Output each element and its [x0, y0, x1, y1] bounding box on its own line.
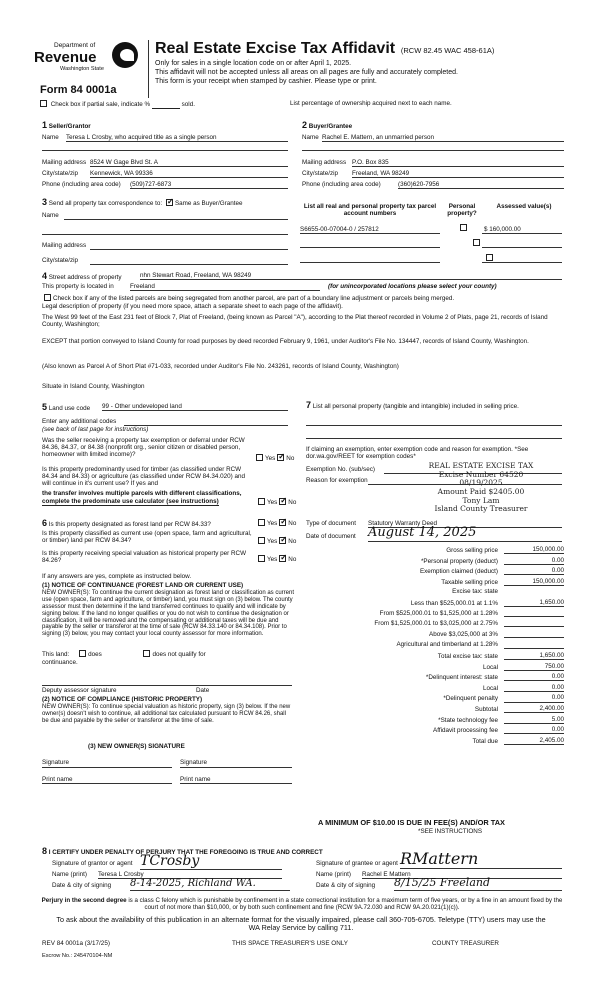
new-owner-sig2-line[interactable]	[180, 767, 292, 768]
grantee-name-label: Name (print)	[316, 871, 351, 878]
q-timber: Is this property predominantly used for timber (as classified under RCW 84.34 and 84.33) or agriculture (as classified under RCW 84.34.020) and will continue in it's current use? If yes and	[42, 466, 246, 488]
section3-heading: 3 Send all property tax correspondence to: ✓ Same as Buyer/Grantee	[42, 197, 243, 207]
calc-label: Above $3,025,000 at 3%	[429, 630, 498, 638]
treasurer-stamp	[396, 462, 566, 514]
legal-label: Legal description of property (if you need more space, attach a separate sheet to each page of the affidavit).	[42, 303, 343, 310]
calc-value[interactable]: 5.00	[504, 716, 564, 724]
seller-mail-label: Mailing address	[42, 159, 87, 166]
buyer-name[interactable]: Rachel E. Mattern, an unmarried person	[322, 134, 564, 142]
s6-does-not-checkbox[interactable]	[143, 650, 150, 657]
personal-property-line1[interactable]	[306, 425, 562, 426]
additional-codes-line[interactable]	[124, 425, 288, 426]
s6-q1-answer: Yes✓ No	[256, 519, 296, 527]
calc-value[interactable]	[504, 626, 564, 627]
calc-row	[300, 694, 564, 702]
buyer-heading: 2 Buyer/Grantee	[302, 120, 353, 130]
buyer-name-label: Name	[302, 134, 319, 141]
calc-row	[300, 620, 564, 627]
q-timber-yes[interactable]	[258, 498, 265, 505]
logo-emblem-inner	[120, 49, 134, 61]
ownership-note: List percentage of ownership acquired next to each name.	[290, 100, 452, 107]
partial-sale-sold: sold.	[181, 101, 195, 108]
calc-row	[300, 652, 564, 660]
stamp-line2: Excise Number 64520	[438, 469, 524, 479]
new-owner-sig1-label: Signature	[42, 759, 69, 766]
parcel-row-1-value[interactable]: $ 160,000.00	[482, 226, 562, 234]
seller-name-row: Name	[42, 134, 59, 141]
seller-city-label: City/state/zip	[42, 170, 79, 177]
rev-number: REV 84 0001a (3/17/25)	[42, 940, 110, 947]
additional-codes-label: Enter any additional codes	[42, 418, 117, 425]
calc-row	[300, 578, 564, 586]
s6-this-land-row: This land: does does not qualify for	[42, 651, 206, 658]
s6-q3: Is this property receiving special valuation as historical property per RCW 84.26?	[42, 550, 247, 565]
calc-row	[300, 673, 564, 681]
buyer-mail[interactable]: P.O. Box 835	[352, 159, 564, 167]
s6-n3-head: (3) NEW OWNER(S) SIGNATURE	[88, 743, 185, 750]
legal-desc-4: Situate in Island County, Washington	[42, 383, 145, 390]
q-timber-no[interactable]	[279, 498, 286, 505]
dept-line2: Revenue	[34, 49, 97, 66]
calc-row	[300, 599, 564, 607]
q-exemption-answer: Yes✓ No	[254, 454, 294, 462]
s6-q2-no[interactable]	[279, 537, 286, 544]
parcel-row-3-value[interactable]	[482, 262, 562, 263]
grantor-name[interactable]: Teresa L Crosby	[98, 871, 282, 879]
buyer-phone[interactable]: (360)620-7956	[398, 181, 564, 189]
perjury-notice: Perjury in the second degree is a class C felony which is punishable by confinement in a state correctional institution for a maximum term of five years, or by a fine in an amount fixed by the court of not more than $10,000, or by both such confinement and fine (RCW 9A.72.030 and RCW 9A.20.021(1)(c)).	[41, 897, 563, 912]
calc-value[interactable]: 750.00	[504, 663, 564, 671]
calc-label: Excise tax: state	[452, 588, 498, 596]
stamp-line3: 08/19/2025	[459, 478, 503, 488]
calc-value[interactable]: 150,000.00	[504, 578, 564, 586]
county-treasurer: COUNTY TREASURER	[432, 940, 499, 947]
calc-row	[300, 737, 564, 745]
calc-label: Less than $525,000.01 at 1.1%	[410, 600, 498, 607]
calc-row	[300, 726, 564, 734]
s6-q1-no[interactable]	[279, 519, 286, 526]
parcel-row-3-personal-checkbox[interactable]	[486, 254, 493, 261]
buyer-city-label: City/state/zip	[302, 170, 339, 177]
stamp-line5: Tony Lam	[462, 495, 500, 505]
parcels-header-value: Assessed value(s)	[496, 203, 552, 210]
certify-heading: 8 I CERTIFY UNDER PENALTY OF PERJURY THAT THE FOREGOING IS TRUE AND CORRECT	[42, 846, 323, 856]
parcel-row-2-personal-checkbox[interactable]	[473, 239, 480, 246]
segregated-checkbox[interactable]	[44, 294, 51, 301]
stamp-line4: Amount Paid $2405.00	[437, 486, 525, 496]
doc-type[interactable]: Statutory Warranty Deed	[368, 520, 562, 528]
header-divider	[148, 40, 149, 98]
buyer-mail-label: Mailing address	[302, 159, 347, 166]
new-owner-sig2-label: Signature	[180, 759, 207, 766]
buyer-phone-label: Phone (including area code)	[302, 181, 381, 188]
calc-value[interactable]	[504, 637, 564, 638]
see-instructions: *SEE INSTRUCTIONS	[418, 828, 483, 835]
partial-sale-percent[interactable]	[152, 101, 180, 109]
calc-row	[300, 610, 564, 617]
exemption-no-label: Exemption No. (sub/sec)	[306, 466, 375, 473]
calc-label: Total due	[472, 737, 498, 745]
calc-value[interactable]: 0.00	[504, 567, 564, 575]
calc-value[interactable]: 1,650.00	[504, 599, 564, 607]
dor-logo	[30, 40, 142, 84]
doc-date[interactable]: August 14, 2025	[368, 526, 562, 542]
deputy-sig-label: Deputy assessor signature	[42, 687, 117, 694]
seller-city[interactable]: Kennewick, WA 99336	[90, 170, 288, 178]
segregated-row: Check box if any of the listed parcels are being segregated from another parcel, are part of a boundary line adjustment or parcels being merged.	[42, 294, 566, 302]
s6-q2-yes[interactable]	[258, 537, 265, 544]
seller-mail[interactable]: 8524 W Gage Blvd St. A	[90, 159, 288, 167]
calc-label: From $525,000.01 to $1,525,000 at 1.28%	[379, 609, 498, 617]
seller-phone[interactable]: (509)727-6873	[130, 181, 288, 189]
calc-row	[300, 631, 564, 638]
stamp-line1: REAL ESTATE EXCISE TAX	[428, 461, 534, 470]
doc-date-label: Date of document	[306, 533, 356, 540]
calc-label: *State technology fee	[438, 716, 498, 724]
partial-sale-checkbox[interactable]	[40, 100, 47, 107]
calc-row	[300, 684, 564, 692]
s6-q1-yes[interactable]	[258, 519, 265, 526]
partial-sale-label: Check box if partial sale, indicate %	[50, 101, 151, 108]
parcel-row-1-personal-checkbox[interactable]	[460, 224, 467, 231]
calc-label: *Personal property (deduct)	[420, 557, 498, 565]
same-as-buyer-checkbox[interactable]	[166, 199, 173, 206]
legal-desc-3: (Also known as Parcel A of Short Plat #71-033, recorded under Auditor's File No. 243261, records of Island County, Washington)	[42, 363, 399, 370]
q-exemption-yes[interactable]	[256, 454, 263, 461]
q-timber-b: the transfer involves multiple parcels with different classifications,	[42, 490, 242, 497]
seller-name[interactable]: Teresa L Crosby, who acquired title as a single person	[66, 134, 288, 142]
calc-label: Local	[482, 684, 498, 692]
new-owner-sig1-line[interactable]	[42, 767, 172, 768]
calc-label: Total excise tax: state	[437, 653, 498, 660]
land-use-code[interactable]: 99 - Other undeveloped land	[102, 403, 288, 411]
s3-name-line[interactable]	[64, 219, 288, 220]
form-number: Form 84 0001a	[40, 84, 117, 96]
calc-label: Taxable selling price	[441, 578, 498, 586]
header-sub3: This form is your receipt when stamped by cashier. Please type or print.	[155, 78, 377, 85]
legal-desc-1: The West 99 feet of the East 231 feet of Block 7, Plat of Freeland, (being known as Parcel "A"), according to the Plat thereof recorded in Volume 2 of Plats, page 21, records of Island County, Washington;	[42, 314, 548, 329]
calc-row	[300, 705, 564, 713]
header-sub2: This affidavit will not be accepted unless all areas on all pages are fully and accurately completed.	[155, 69, 458, 76]
grantor-name-label: Name (print)	[52, 871, 87, 878]
q-exemption: Was the seller receiving a property tax exemption or deferral under RCW 84.36, 84.37, or 84.38 (nonprofit org., senior citizen or disabled person, homeowner with limited income)?	[42, 437, 245, 459]
s3-city-line[interactable]	[90, 264, 288, 265]
parcel-row-2-value[interactable]	[482, 247, 562, 248]
section4-address-row: 4 Street address of property	[42, 271, 122, 281]
s3-mail-line[interactable]	[90, 249, 288, 250]
calc-value[interactable]: 2,400.00	[504, 705, 564, 713]
calc-label: *Delinquent penalty	[443, 695, 498, 703]
s6-n2-body: NEW OWNER(S): To continue special valuation as historic property, sign (3) below. If the new owner(s) doesn't wish to continue, all additional tax calculated pursuant to RCW 84.26, shall be due and payable by the seller or transferor at the time of sale.	[42, 704, 291, 724]
new-owner-print1-line[interactable]	[42, 783, 172, 784]
form-rcw: (RCW 82.45 WAC 458-61A)	[400, 46, 495, 55]
s6-q3-yes[interactable]	[258, 555, 265, 562]
calc-value[interactable]: 0.00	[504, 673, 564, 681]
buyer-name-line2	[302, 150, 564, 151]
grantee-signature[interactable]: RMattern	[400, 850, 562, 869]
exemption-text: If claiming an exemption, enter exemption code and reason for exemption. *See dor.wa.gov/REET for exemption codes*	[306, 446, 529, 461]
calc-value[interactable]	[504, 616, 564, 617]
new-owner-print2-line[interactable]	[180, 783, 292, 784]
s6-q1-row: 6 Is this property designated as forest land per RCW 84.33?	[42, 518, 211, 528]
section7-label: 7 List all personal property (tangible and intangible) included in selling price.	[306, 400, 519, 410]
calc-row	[300, 557, 564, 565]
s3-mail-label: Mailing address	[42, 242, 87, 249]
grantor-signature[interactable]: TCrosby	[140, 853, 282, 870]
new-owner-print1-label: Print name	[42, 776, 73, 783]
calc-row	[300, 567, 564, 575]
stamp-line6: Island County Treasurer	[434, 504, 528, 514]
grantee-date[interactable]: 8/15/25 Freeland	[394, 877, 562, 891]
q-timber-c: complete the predominate use calculator (see instructions)	[42, 498, 219, 505]
calc-label: From $1,525,000.01 to $3,025,000 at 2.75%	[374, 620, 498, 628]
seller-phone-label: Phone (including area code)	[42, 181, 121, 188]
s6-note: If any answers are yes, complete as instructed below.	[42, 573, 192, 580]
s6-n1-head: (1) NOTICE OF CONTINUANCE (FOREST LAND OR CURRENT USE)	[42, 582, 244, 589]
s6-q2: Is this property classified as current use (open space, farm and agricultural, or timber) land per RCW 84.34?	[42, 530, 252, 545]
header-sub1: Only for sales in a single location code on or after April 1, 2025.	[155, 60, 352, 67]
s6-q2-answer: Yes✓ No	[256, 537, 296, 545]
accessibility-notice: To ask about the availability of this publication in an alternate format for the visually impaired, please call 360-705-6705. Teletype (TTY) users may use the WA Relay Service by calling 711.	[56, 915, 546, 933]
treasurer-space: THIS SPACE TREASURER'S USE ONLY	[232, 940, 348, 947]
calc-value[interactable]: 150,000.00	[504, 546, 564, 554]
grantee-name[interactable]: Rachel E Mattern	[362, 871, 562, 879]
calc-row	[300, 546, 564, 554]
calc-value[interactable]: 0.00	[504, 684, 564, 692]
seller-name-line2	[42, 150, 288, 151]
grantor-sig-label: Signature of grantor or agent	[52, 860, 133, 867]
calc-row	[300, 716, 564, 724]
escrow-number: Escrow No.: 245470104-NM	[42, 953, 113, 959]
dept-line1: Department of	[54, 42, 96, 49]
form-title: Real Estate Excise Tax Affidavit	[155, 40, 396, 57]
s6-n2-head: (2) NOTICE OF COMPLIANCE (HISTORIC PROPERTY)	[42, 696, 203, 703]
calc-value[interactable]: 2,405.00	[504, 737, 564, 745]
q-timber-answer: Yes✓ No	[256, 498, 296, 506]
calc-value[interactable]: 0.00	[504, 726, 564, 734]
legal-desc-2: EXCEPT that portion conveyed to Island County for road purposes by deed recorded February 9, 1961, under Auditor's File No. 134447, records of Island County, Washington.	[42, 338, 529, 345]
property-address[interactable]: nhn Stewart Road, Freeland, WA 98249	[140, 272, 562, 280]
parcel-row-1-num[interactable]: S6655-00-07004-0 / 257812	[300, 226, 440, 234]
title-row	[155, 40, 494, 58]
calc-label: *Delinquent interest: state	[425, 674, 498, 682]
calc-value[interactable]: 0.00	[504, 557, 564, 565]
deputy-date-label: Date	[196, 687, 210, 694]
parcel-row-2-num[interactable]	[300, 247, 440, 248]
grantor-date-label: Date & city of signing	[52, 882, 112, 889]
s6-n1-body: NEW OWNER(S): To continue the current designation as forest land or classification as current use (open space, farm and agriculture, or timber) land, you must sign on (3) below. The county assessor must then determine if the land transferred continues to qualify and will indicate by signing below. If the land no longer qualifies or you do not wish to continue the designation or classification, it will be removed and the compensating or additional taxes will be due and payable by the seller or transferor at the time of sale (RCW 84.33.140 or 84.34.108). Prior to signing (3) below, you may contact your local county assessor for more information.	[42, 590, 294, 638]
grantee-sig-label: Signature of grantee or agent	[316, 860, 398, 867]
grantor-date[interactable]: 8-14-2025, Richland WA.	[130, 878, 290, 891]
s3-city-label: City/state/zip	[42, 257, 79, 264]
parcels-header-personal: Personal property?	[447, 203, 477, 218]
minimum-note: A MINIMUM OF $10.00 IS DUE IN FEE(S) AND/OR TAX	[318, 818, 505, 827]
calc-label: Agricultural and timberland at 1.28%	[396, 641, 498, 649]
calc-label: Exemption claimed (deduct)	[419, 568, 498, 576]
q-exemption-no[interactable]	[277, 454, 284, 461]
deputy-sig-line[interactable]	[42, 685, 292, 686]
exemption-reason-label: Reason for exemption	[306, 477, 368, 484]
calc-value[interactable]: 1,650.00	[504, 652, 564, 660]
calc-row	[300, 641, 564, 648]
s6-continuance: continuance.	[42, 659, 78, 666]
calc-value[interactable]: 0.00	[504, 694, 564, 702]
calc-label: Local	[482, 663, 498, 671]
additional-codes-note: (see back of last page for instructions)	[42, 426, 149, 433]
dept-line3: Washington State	[60, 66, 104, 72]
s6-q3-answer: Yes✓ No	[256, 555, 296, 563]
located-note: (for unincorporated locations please select your county)	[328, 283, 497, 290]
s3-name-line2	[42, 234, 288, 235]
calc-label: Gross selling price	[446, 547, 498, 554]
buyer-city[interactable]: Freeland, WA 98249	[352, 170, 564, 178]
parcels-header-num: List all real and personal property tax parcel account numbers	[303, 203, 437, 218]
located-label: This property is located in	[42, 283, 114, 290]
located-value[interactable]: Freeland	[130, 283, 320, 291]
land-use-row: 5 Land use code	[42, 402, 91, 412]
partial-sale-row	[38, 100, 195, 109]
calc-label: Affidavit processing fee	[433, 727, 498, 735]
new-owner-print2-label: Print name	[180, 776, 211, 783]
grantee-date-label: Date & city of signing	[316, 882, 376, 889]
calc-label: Subtotal	[474, 706, 498, 713]
calc-row	[300, 588, 564, 595]
s6-does-checkbox[interactable]	[79, 650, 86, 657]
doc-type-row: Type of document	[306, 520, 357, 527]
personal-property-line2[interactable]	[306, 438, 562, 439]
calc-value[interactable]	[504, 648, 564, 649]
seller-heading: 1 Seller/Grantor	[42, 120, 91, 130]
parcel-row-3-num[interactable]	[300, 262, 440, 263]
s3-name-label: Name	[42, 212, 59, 219]
calc-row	[300, 663, 564, 671]
s6-q3-no[interactable]	[279, 555, 286, 562]
